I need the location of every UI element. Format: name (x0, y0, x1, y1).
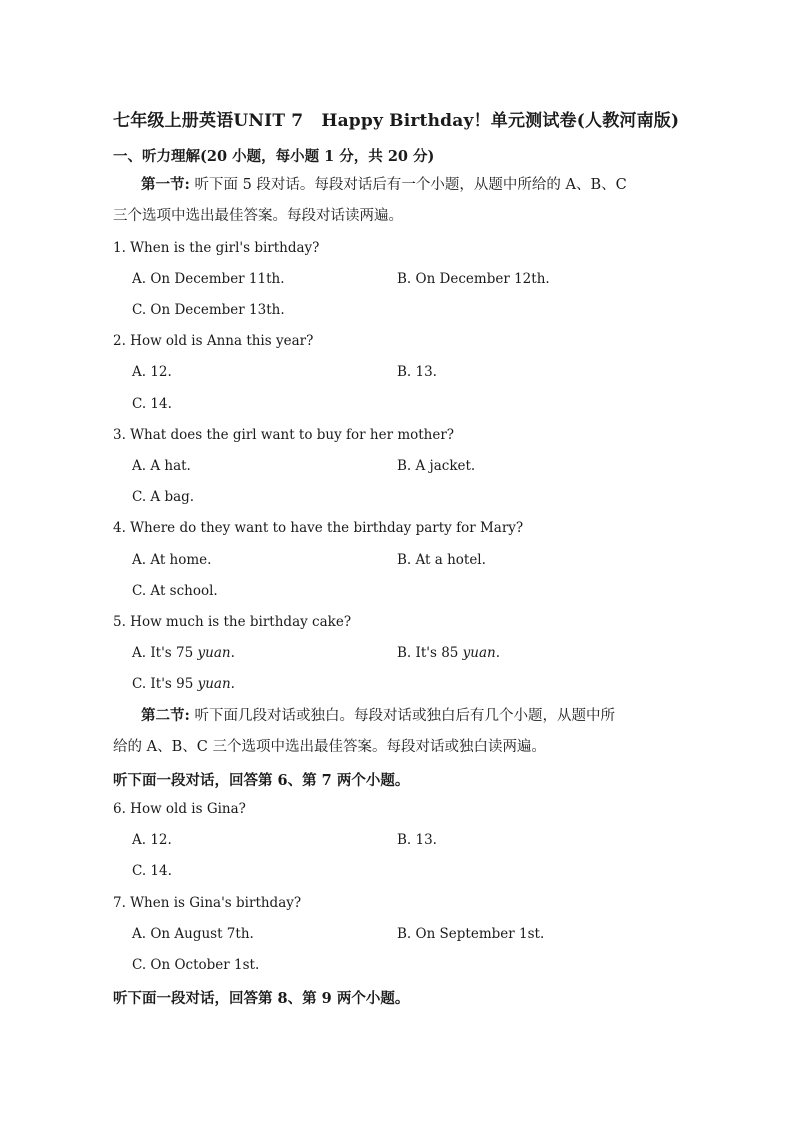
question-5-option-c (132, 676, 235, 692)
instruction-q8-9: 听下面一段对话，回答第 8、第 9 两个小题。 (113, 990, 410, 1007)
part1-instructions (113, 169, 681, 232)
question-5-option-a (132, 645, 235, 661)
part2-instructions (113, 700, 681, 763)
question-1-stem: 1. When is the girl's birthday? (113, 240, 320, 256)
option-period: . (230, 676, 235, 692)
question-2-stem: 2. How old is Anna this year? (113, 333, 314, 349)
question-2-option-b: B. 13. (397, 364, 437, 380)
title-part1: 七年级上册英语UNIT 7 (113, 111, 304, 131)
question-6-stem: 6. How old is Gina? (113, 801, 246, 817)
option-text: A. It's 75 (132, 645, 198, 661)
question-3-option-a: A. A hat. (132, 458, 191, 474)
question-4-option-a: A. At home. (132, 552, 212, 568)
section-heading: 一、听力理解(20 小题，每小题 1 分，共 20 分) (113, 148, 435, 165)
question-3-option-c: C. A bag. (132, 489, 195, 505)
part2-label: 第二节: (141, 707, 190, 724)
question-1-option-b: B. On December 12th. (397, 271, 550, 287)
question-2-option-a: A. 12. (132, 364, 172, 380)
question-3-stem: 3. What does the girl want to buy for her mother? (113, 427, 455, 443)
question-7-option-c: C. On October 1st. (132, 957, 260, 973)
option-text: B. It's 85 (397, 645, 463, 661)
question-4-stem: 4. Where do they want to have the birthday party for Mary? (113, 520, 524, 536)
option-text: C. It's 95 (132, 676, 198, 692)
part2-line2: 给的 A、B、C 三个选项中选出最佳答案。每段对话或独白读两遍。 (113, 739, 546, 755)
currency-unit: yuan (462, 645, 496, 661)
question-7-option-b: B. On September 1st. (397, 926, 545, 942)
part2-line1: 听下面几段对话或独白。每段对话或独白后有几个小题，从题中所 (194, 708, 615, 724)
question-4-option-b: B. At a hotel. (397, 552, 486, 568)
part1-label: 第一节: (141, 176, 190, 193)
question-3-option-b: B. A jacket. (397, 458, 476, 474)
question-4-option-c: C. At school. (132, 583, 218, 599)
question-1-option-a: A. On December 11th. (132, 271, 285, 287)
option-period: . (230, 645, 235, 661)
question-1-option-c: C. On December 13th. (132, 302, 285, 318)
title-part2: Happy Birthday！单元测试卷(人教河南版) (321, 111, 680, 131)
part1-line2: 三个选项中选出最佳答案。每段对话读两遍。 (113, 208, 403, 224)
question-7-option-a: A. On August 7th. (132, 926, 254, 942)
question-6-option-b: B. 13. (397, 832, 437, 848)
document-title (113, 106, 679, 131)
question-7-stem: 7. When is Gina's birthday? (113, 895, 302, 911)
question-5-option-b (397, 645, 500, 661)
instruction-q6-7: 听下面一段对话，回答第 6、第 7 两个小题。 (113, 772, 410, 789)
question-5-stem: 5. How much is the birthday cake? (113, 614, 352, 630)
question-6-option-a: A. 12. (132, 832, 172, 848)
currency-unit: yuan (197, 645, 231, 661)
question-2-option-c: C. 14. (132, 396, 172, 412)
question-6-option-c: C. 14. (132, 863, 172, 879)
option-period: . (495, 645, 501, 661)
currency-unit: yuan (197, 676, 231, 692)
part1-line1: 听下面 5 段对话。每段对话后有一个小题，从题中所给的 A、B、C (194, 177, 627, 193)
